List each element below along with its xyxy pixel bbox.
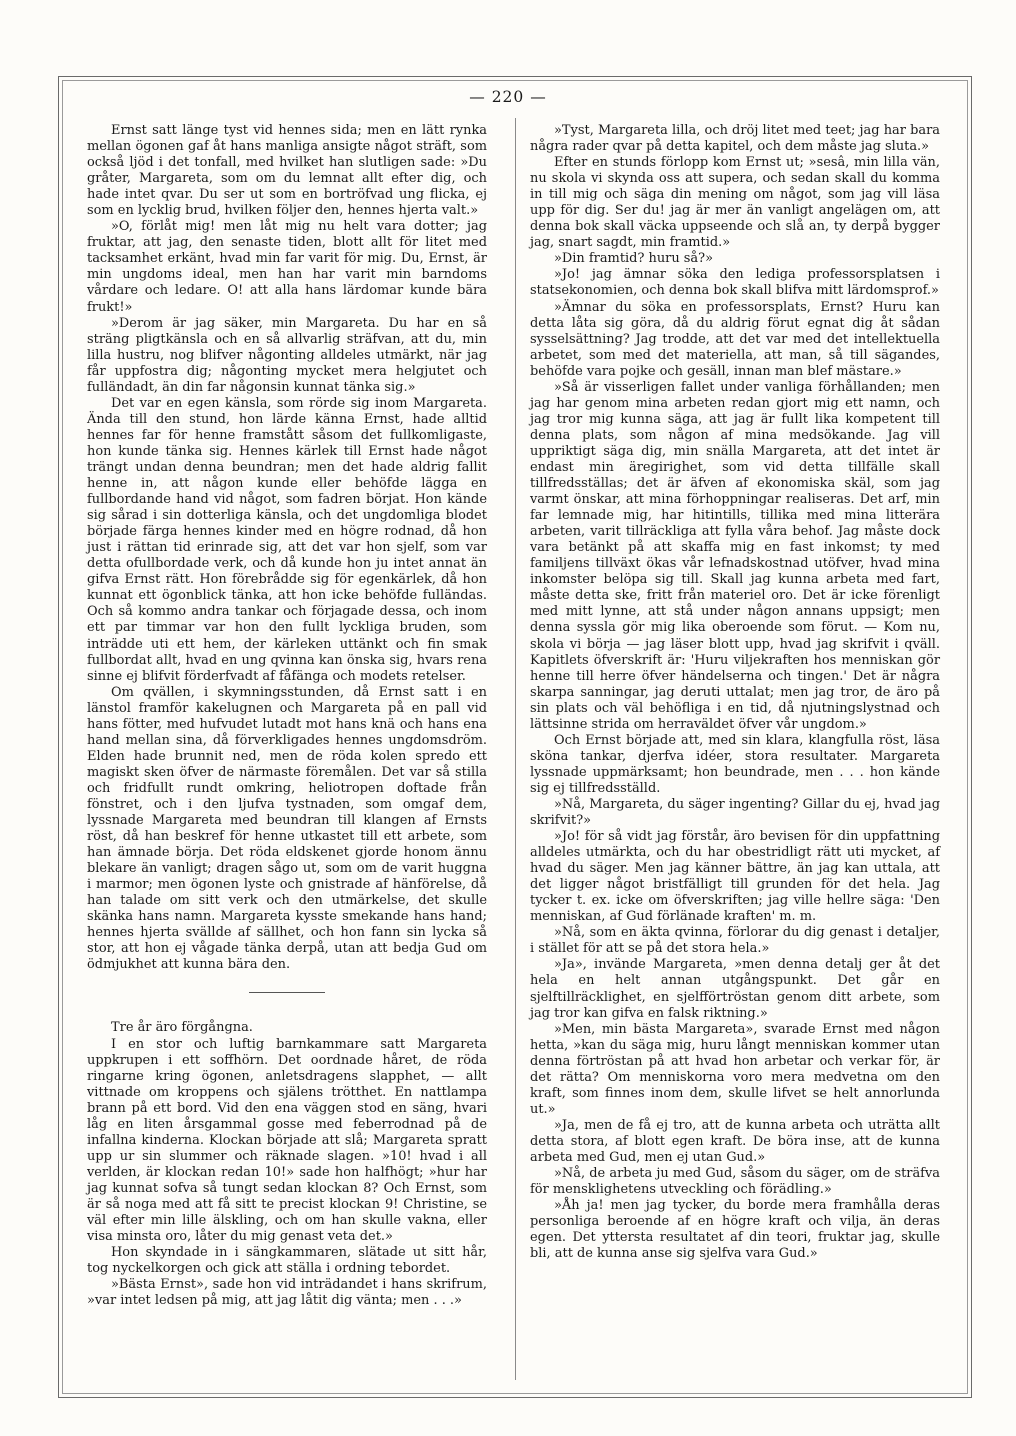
paragraph: »O, förlåt mig! men låt mig nu helt vara dotter; jag fruktar, att jag, den senaste tiden, blott allt för litet med tacksamhet erkänt, hvad min far varit för mig. Du, Ernst, är min ungdoms ideal, men han har varit min barndoms vårdare och ledare. O! att alla hans lärdomar kunde bära frukt!» [87, 219, 487, 315]
column-divider [515, 118, 516, 1380]
page-number: — 220 — [469, 88, 547, 106]
section-heading: Tre år äro förgångna. [111, 1020, 253, 1036]
paragraph: »Ja, men de få ej tro, att de kunna arbeta och uträtta allt detta stora, af blott egen kraft. De böra inse, att de kunna arbeta med Gud, men ej utan Gud.» [530, 1117, 940, 1165]
paragraph: »Jo! för så vidt jag förstår, äro bevisen för din uppfattning alldeles utmärkta, och du har obestridligt rätt uti mycket, af hvad du säger. Men jag känner bättre, än jag kan uttala, att det ligger något bristfälligt till grunden för det hela. Jag tycker t. ex. icke om öfverskriften; jag ville hellre säga: 'Den menniskan, af Gud förlänade kraften' m. m. [530, 829, 940, 925]
paragraph: Hon skyndade in i sängkammaren, slätade ut sitt hår, tog nyckelkorgen och gick att ställa i ordning tebordet. [87, 1245, 487, 1277]
paragraph: Det var en egen känsla, som rörde sig inom Margareta. Ända till den stund, hon lärde känna Ernst, hade alltid hennes far för henne framstått såsom det fullkomligaste, hon kunde tänka sig. Hennes kärlek till Ernst hade något trängt undan denna beundran; men det hade aldrig fallit henne in, att någon kunde eller behöfde lägga en fullbordande hand vid något, som fadren börjat. Hon kände sig sårad i sin dotterliga känsla, och det ungdomliga blodet började färga hennes kinder med en högre rodnad, då hon just i rättan tid erinrade sig, att det var hon sjelf, som var detta ofullbordade verk, och då kunde hon ju intet annat än gifva Ernst rätt. Hon förebrådde sig för egenkärlek, då hon kunnat ett ögonblick tänka, att hon icke behöfde fulländas. Och så kommo andra tankar och förjagade dessa, och inom ett par timmar var hon den fullt lyckliga bruden, som inträdde uti ett hem, der kärleken uttänkt och fin smak fullbordat allt, hvad en ung qvinna kan önska sig, hvars rena sinne ej blifvit förderfvadt af fåfänga och modets retelser. [87, 395, 487, 684]
paragraph: Efter en stunds förlopp kom Ernst ut; »sesâ, min lilla vän, nu skola vi skynda oss att supera, och sedan skall du komma in till mig och säga din mening om något, som jag vill läsa upp för dig. Ser du! jag är mer än vanligt angelägen om, att denna bok skall väcka uppseende och slå an, ty derpå bygger jag, snart sagdt, min framtid.» [530, 155, 940, 251]
paragraph: »Så är visserligen fallet under vanliga förhållanden; men jag har genom mina arbeten redan gjort mig ett namn, och jag tror mig kunna säga, att jag är fullt lika kompetent till denna plats, som någon af mina medsökande. Jag vill uppriktigt säga dig, min snälla Margareta, att det intet är endast min äregirighet, som vid detta tillfälle skall tillfredsställas; det är äfven af ekonomiska skäl, som jag varmt önskar, att mina förhoppningar realiseras. Det arf, min far lemnade mig, har hitintills, tillika med mina litterära arbeten, varit tillräckliga att fylla våra behof. Jag måste dock vara betänkt på att skaffa mig en fast inkomst; ty med familjens tillväxt ökas vår lefnadskostnad utöfver, hvad mina inkomster belöpa sig till. Skall jag kunna arbeta med fart, måste detta ske, fritt från materiel oro. Det är icke förenligt med mitt lynne, att stå under någon annans uppsigt; men denna syssla gör mig lika oberoende som förut. — Kom nu, skola vi börja — jag läser blott upp, hvad jag skrifvit i qväll. Kapitlets öfverskrift är: 'Huru viljekraften hos menniskan gör henne till herre öfver händelserna och tingen.' Det är några skarpa sanningar, jag deruti uttalat; men jag tror, de äro på sin plats och väl behöfliga i en tid, då njutningslystnad och lättsinne strida om herraväldet öfver vår ungdom.» [530, 379, 940, 732]
paragraph: »Men, min bästa Margareta», svarade Ernst med någon hetta, »kan du säga mig, huru långt menniskan kommer utan denna förtröstan på att hvad hon arbetar och verkar för, är det rätta? Om menniskorna voro mera medvetna om den kraft, som finnes inom dem, skulle lifvet se helt annorlunda ut.» [530, 1021, 940, 1117]
right-column [530, 123, 940, 1262]
paragraph: »Jo! jag ämnar söka den lediga professorsplatsen i statsekonomien, och denna bok skall blifva mitt lärdomsprof.» [530, 267, 940, 299]
paragraph: »Ämnar du söka en professorsplats, Ernst? Huru kan detta låta sig göra, då du aldrig förut egnat dig åt sådan sysselsättning? Jag trodde, att det var med det intellektuella arbetet, som med det materiella, att man, så till sägandes, behöfde vara pojke och gesäll, innan man blef mästare.» [530, 299, 940, 379]
paragraph: »Din framtid? huru så?» [554, 251, 713, 267]
paragraph: »Tyst, Margareta lilla, och dröj litet med teet; jag har bara några rader qvar på detta kapitel, och dem måste jag sluta.» [530, 123, 940, 155]
section-separator [249, 992, 325, 993]
paragraph: »Ja», invände Margareta, »men denna detalj ger åt det hela en helt annan utgångspunkt. Det går en sjelftillräcklighet, en sjelfförtröstan genom ditt arbete, som jag tror kan gifva en falsk riktning.» [530, 957, 940, 1021]
paragraph: »Åh ja! men jag tycker, du borde mera framhålla deras personliga beroende af en högre kraft och vilja, än deras egen. Det yttersta resultatet af din teori, fruktar jag, skulle bli, att de kunna anse sig sjelfva vara Gud.» [530, 1198, 940, 1262]
paragraph: Om qvällen, i skymningsstunden, då Ernst satt i en länstol framför kakelugnen och Margareta på en pall vid hans fötter, med hufvudet lutadt mot hans knä och hans ena hand mellan sina, då förverkligades hennes ungdomsdröm. Elden hade brunnit ned, men de röda kolen spredo ett magiskt sken öfver de närmaste föremålen. Det var så stilla och fridfullt rundt omkring, heliotropen doftade från fönstret, och i den ljufva tystnaden, som omgaf dem, lyssnade Margareta med beundran till klangen af Ernsts röst, då han beskref för henne utkastet till ett arbete, som han ämnade börja. Det röda eldskenet gjorde honom ännu blekare än vanligt; dragen sågo ut, som om de varit huggna i marmor; men ögonen lyste och gnistrade af hänförelse, då han talade om sitt verk och den utmärkelse, det skulle skänka hans namn. Margareta kysste smekande hans hand; hennes hjerta svällde af sällhet, och hon fann sin lycka så stor, att hon ej vågade tänka derpå, utan att bedja Gud om ödmjukhet att kunna bära den. [87, 684, 487, 973]
left-column [87, 123, 487, 1309]
paragraph: »Nå, Margareta, du säger ingenting? Gillar du ej, hvad jag skrifvit?» [530, 796, 940, 829]
paragraph: »Nå, som en äkta qvinna, förlorar du dig genast i detaljer, i stället för att se på det stora hela.» [530, 925, 940, 957]
paragraph: »Derom är jag säker, min Margareta. Du har en så sträng pligtkänsla och en så allvarlig sträfvan, att du, min lilla hustru, nog blifver någonting alldeles utmärkt, när jag får uppfostra dig; någonting mycket mera helgjutet och fulländadt, än din far någonsin kunnat tänka sig.» [87, 315, 487, 395]
paragraph: »Nå, de arbeta ju med Gud, såsom du säger, om de sträfva för mensklighetens utveckling och förädling.» [530, 1166, 940, 1198]
paragraph: I en stor och luftig barnkammare satt Margareta uppkrupen i ett soffhörn. Det oordnade håret, de röda ringarne kring ögonen, anletsdragens slapphet, — allt vittnade om kroppens och själens trötthet. En nattlampa brann på ett bord. Vid den ena väggen stod en säng, hvari låg en liten årsgammal gosse med feberrodnad på de infallna kinderna. Klockan började att slå; Margareta spratt upp ur sin slummer och räknade slagen. »10! hvad i all verlden, är klockan redan 10!» sade hon halfhögt; »hur har jag kunnat sofva så tungt sedan klockan 8? Och Ernst, som är så noga med att få sitt te precist klockan 9! Christine, se väl efter min lille älskling, och om han skulle vakna, eller visa minsta oro, låter du mig genast veta det.» [87, 1036, 487, 1245]
paragraph: Och Ernst började att, med sin klara, klangfulla röst, läsa sköna tankar, djerfva idéer, stora resultater. Margareta lyssnade uppmärksamt; hon beundrade, men . . . hon kände sig ej tillfredsställd. [530, 732, 940, 796]
paragraph: Ernst satt länge tyst vid hennes sida; men en lätt rynka mellan ögonen gaf åt hans manliga ansigte något sträft, som också ljöd i det tonfall, med hvilket han slutligen sade: »Du gråter, Margareta, som om du lemnat allt efter dig, och hade intet qvar. Du ser ut som en bortröfvad ung flicka, ej som en lycklig brud, hvilken följer den, hennes hjerta valt.» [87, 123, 487, 219]
paragraph: »Bästa Ernst», sade hon vid inträdandet i hans skrifrum, »var intet ledsen på mig, att jag låtit dig vänta; men . . .» [87, 1277, 487, 1309]
